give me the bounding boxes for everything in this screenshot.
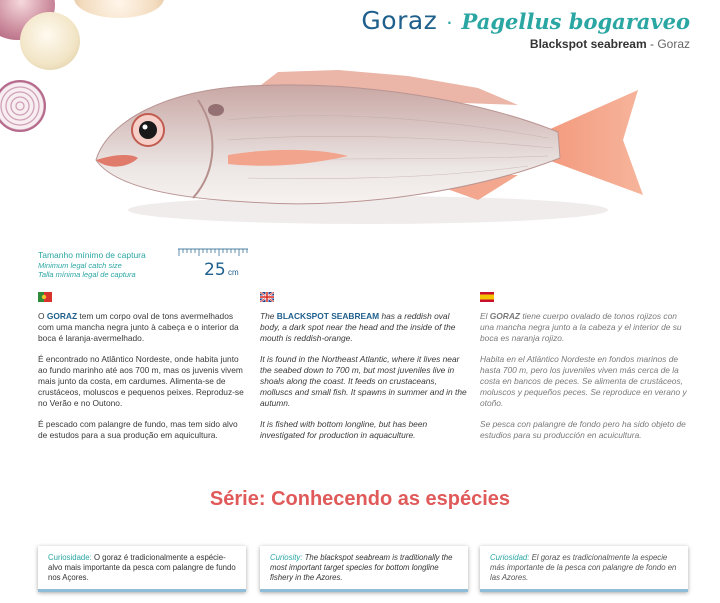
page-subtitle	[530, 37, 690, 51]
fish-photo	[78, 60, 658, 240]
minimum-size-label-es: Talla mínima legal de captura	[38, 270, 136, 279]
column-spanish	[480, 292, 688, 452]
curiosity-box-en	[260, 546, 468, 592]
pt-species-highlight: GORAZ	[46, 311, 78, 321]
scientific-name: Pagellus bogaraveo	[461, 9, 690, 34]
minimum-size-label-en: Minimum legal catch size	[38, 261, 122, 270]
es-p1-rest: tiene cuerpo ovalado de tonos rojizos con una mancha negra junto a la cabeza y el interior de su boca es naranja rojizo.	[480, 311, 682, 343]
curiosity-text-en: The blackspot seabream is traditionally the most important target species for bottom longline fishery in the Azores.	[270, 553, 453, 582]
es-paragraph-1	[480, 311, 688, 344]
en-species-highlight: BLACKSPOT SEABREAM	[276, 311, 380, 321]
subtitle-separator: -	[646, 37, 658, 51]
es-paragraph-2: Habita en el Atlántico Nordeste en fondos marinos de hasta 700 m, pero los juveniles viven más cerca de la costa en bancos de peces. Se alimenta de crustáceos, moluscos y pequeños peces. Se reproduce en verano y otoño.	[480, 354, 687, 408]
es-paragraph-3: Se pesca con palangre de fondo pero ha sido objeto de estudios para su producción en acuicultura.	[480, 419, 686, 441]
curiosity-label-en: Curiosity:	[270, 553, 303, 562]
spain-flag-icon	[480, 292, 494, 302]
ruler-icon	[178, 248, 248, 258]
curiosity-text-es: El goraz es tradicionalmente la especie más importante de la pesca con palangre de fondo en las Azores.	[490, 553, 677, 582]
blackspot-seabream-image	[78, 60, 658, 240]
portugal-flag-icon	[38, 292, 52, 302]
onion-slice-image	[0, 80, 46, 132]
en-p1-prefix: The	[260, 311, 277, 321]
en-paragraph-3: It is fished with bottom longline, but has been investigated for production in aquaculture.	[260, 419, 428, 441]
dark-spot	[208, 104, 224, 116]
local-name: Goraz	[657, 37, 690, 51]
title-separator: ·	[445, 9, 454, 34]
curiosity-box-pt	[38, 546, 246, 592]
curiosity-label-es: Curiosidad:	[490, 553, 530, 562]
pt-p1-rest: tem um corpo oval de tons avermelhados com uma mancha negra junto à cabeça e o interior da boca é laranja-avermelhado.	[38, 311, 239, 343]
curiosity-label-pt: Curiosidade:	[48, 553, 92, 562]
tail-fin	[548, 90, 643, 195]
column-english	[260, 292, 468, 452]
minimum-size-value: 25	[204, 260, 226, 280]
minimum-size-label-pt: Tamanho mínimo de captura	[38, 250, 146, 260]
pt-paragraph-3: É pescado com palangre de fundo, mas tem sido alvo de estudos para a sua produção em aquicultura.	[38, 419, 238, 441]
pt-paragraph-1	[38, 311, 246, 344]
minimum-size-unit: cm	[228, 268, 239, 277]
curiosity-box-es	[480, 546, 688, 592]
common-name: Goraz	[361, 6, 438, 35]
en-p1-rest: has a reddish oval body, a dark spot near the head and the inside of the mouth is reddish-orange.	[260, 311, 456, 343]
pt-p1-prefix: O	[38, 311, 47, 321]
pt-paragraph-2: É encontrado no Atlântico Nordeste, onde habita junto ao fundo marinho até aos 700 m, mas os juvenis vivem mais junto da costa, em cardumes. Alimenta-se de crustáceos, moluscos e pequenos peixes. Reproduz-se no Verão e no Outono.	[38, 354, 244, 408]
white-onion-image	[20, 12, 80, 70]
english-name: Blackspot seabream	[529, 37, 647, 51]
en-paragraph-2: It is found in the Northeast Atlantic, where it lives near the seabed down to 700 m, but most juveniles live in shoals along the coast. It feeds on crustaceans, molluscs and small fish. It spawns in summer and in the autumn.	[260, 354, 467, 408]
minimum-size-block	[38, 248, 248, 284]
page-title	[361, 6, 690, 35]
uk-flag-icon	[260, 292, 274, 302]
es-p1-prefix: El	[480, 311, 490, 321]
es-species-highlight: GORAZ	[489, 311, 521, 321]
en-paragraph-1	[260, 311, 468, 344]
column-portuguese	[38, 292, 246, 452]
curiosity-text-pt: O goraz é tradicionalmente a espécie-alvo mais importante da pesca com palangre de fundo nos Açores.	[48, 553, 236, 582]
series-title: Série: Conhecendo as espécies	[209, 488, 511, 510]
peach-onion-image	[74, 0, 164, 18]
